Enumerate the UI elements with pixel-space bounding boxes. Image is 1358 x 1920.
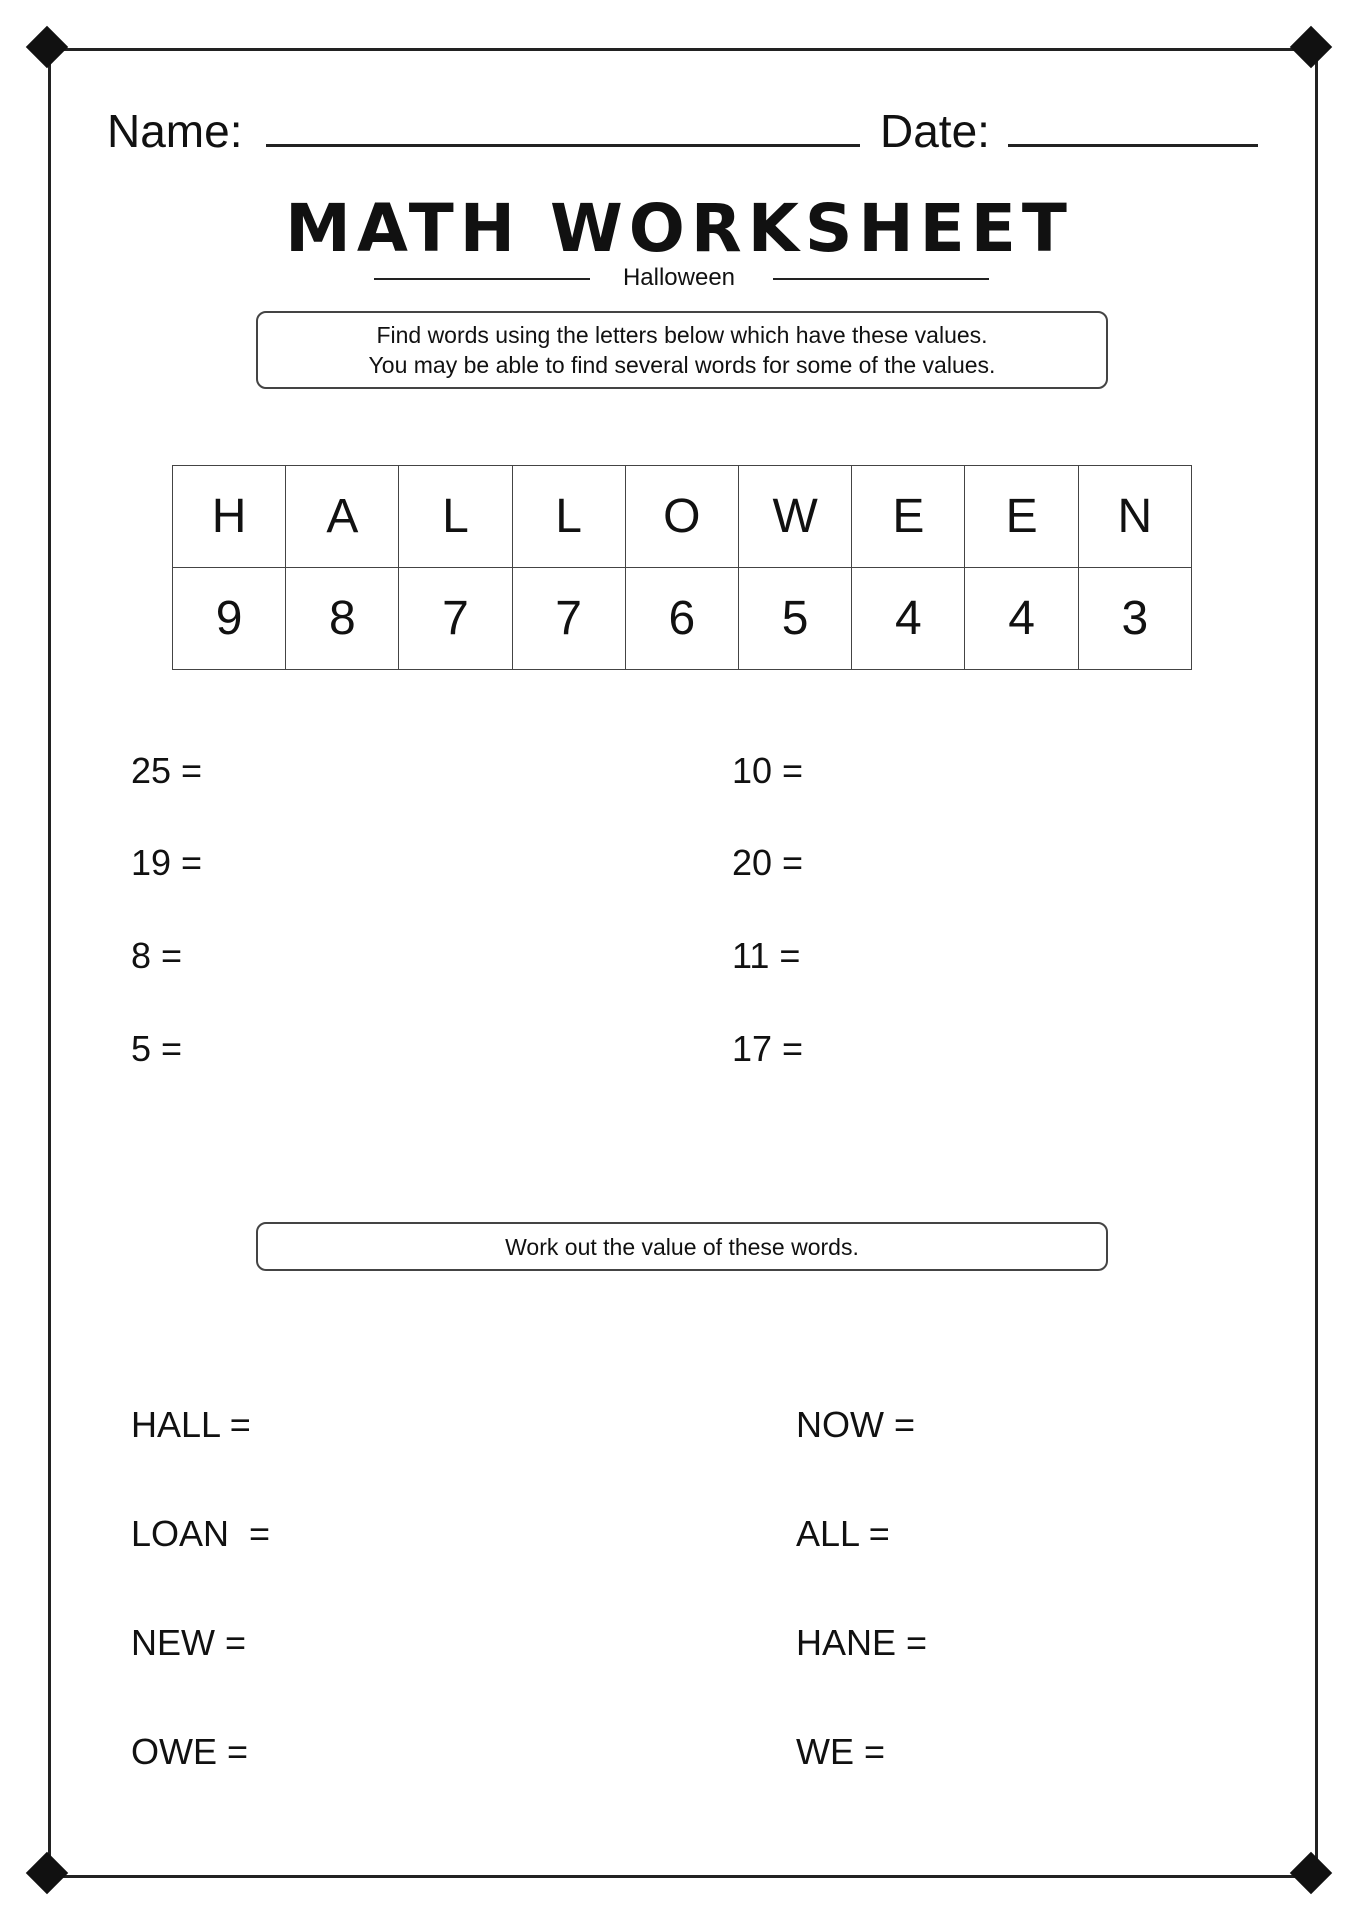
word-problem: ALL = (796, 1513, 890, 1554)
letter-cell: A (286, 466, 399, 568)
letters-row (173, 466, 1192, 568)
letter-cell: L (512, 466, 625, 568)
letter-value-table (172, 465, 1192, 670)
date-field-line[interactable] (1008, 144, 1258, 147)
value-problem: 25 = (131, 750, 203, 791)
letter-cell: W (738, 466, 851, 568)
value-cell: 3 (1078, 568, 1191, 670)
value-cell: 6 (625, 568, 738, 670)
word-problem: NEW = (131, 1622, 247, 1663)
value-problem: 8 = (131, 935, 183, 976)
subtitle-rule-right (773, 278, 989, 280)
value-cell: 8 (286, 568, 399, 670)
instructions-box (256, 311, 1108, 389)
value-cell: 7 (512, 568, 625, 670)
value-problem: 19 = (131, 842, 203, 883)
page-title: MATH WORKSHEET (285, 190, 1073, 267)
letter-cell: O (625, 466, 738, 568)
value-cell: 4 (852, 568, 965, 670)
instruction-line: You may be able to find several words for some of the values. (368, 352, 996, 378)
value-cell: 4 (965, 568, 1078, 670)
instruction-line: Find words using the letters below which have these values. (376, 322, 988, 348)
value-problem: 5 = (131, 1028, 183, 1069)
value-problem: 10 = (732, 750, 804, 791)
value-cell: 9 (173, 568, 286, 670)
value-problem: 17 = (732, 1028, 804, 1069)
page-subtitle: Halloween (622, 264, 736, 291)
instructions-box-words: Work out the value of these words. (256, 1222, 1108, 1271)
word-problem: HALL = (131, 1404, 251, 1445)
word-problem: HANE = (796, 1622, 928, 1663)
values-row (173, 568, 1192, 670)
date-label: Date: (880, 105, 990, 157)
value-problem: 11 = (732, 935, 801, 976)
word-problem: OWE = (131, 1731, 249, 1772)
value-cell: 7 (399, 568, 512, 670)
letter-cell: H (173, 466, 286, 568)
letter-cell: E (965, 466, 1078, 568)
letter-cell: N (1078, 466, 1191, 568)
word-problem: NOW = (796, 1404, 916, 1445)
letter-cell: L (399, 466, 512, 568)
word-problem: WE = (796, 1731, 886, 1772)
word-problem: LOAN = (131, 1513, 271, 1554)
name-label: Name: (107, 105, 243, 157)
value-cell: 5 (738, 568, 851, 670)
value-problem: 20 = (732, 842, 804, 883)
letter-cell: E (852, 466, 965, 568)
name-field-line[interactable] (266, 144, 860, 147)
